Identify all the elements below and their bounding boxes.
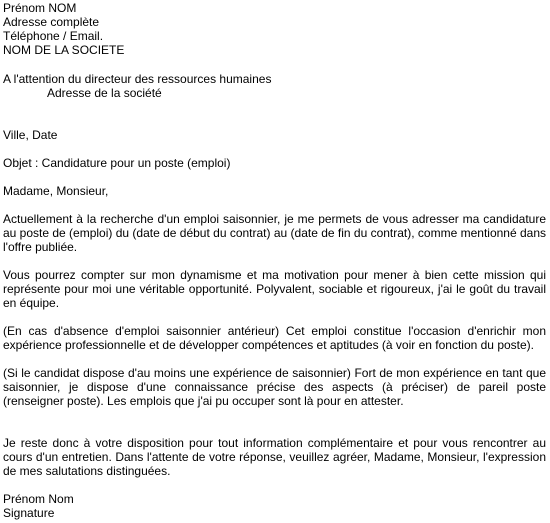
recipient-address: Adresse de la société [47, 86, 162, 100]
sender-contact: Téléphone / Email. [3, 29, 104, 43]
recipient-attention: A l'attention du directeur des ressources humaines [3, 72, 272, 86]
recipient-block [3, 72, 271, 100]
paragraph-3: (En cas d'absence d'emploi saisonnier antérieur) Cet emploi constitue l'occasion d'enrichir mon expérience professionnelle et de développer compétences et aptitudes (à voir en fonction du poste). [3, 324, 546, 352]
subject-line: Objet : Candidature pour un poste (emploi) [3, 156, 231, 170]
sender-address: Adresse complète [3, 15, 100, 29]
closing-block [3, 492, 74, 520]
closing-signature: Signature [3, 506, 55, 520]
paragraph-1: Actuellement à la recherche d'un emploi saisonnier, je me permets de vous adresser ma candidature au poste de (emploi) du (date de début du contrat) au (date de fin du contrat), comme mentionné dans l'offre publiée. [3, 212, 546, 254]
sender-company: NOM DE LA SOCIETE [3, 43, 125, 57]
salutation: Madame, Monsieur, [3, 184, 109, 198]
sender-name: Prénom NOM [3, 1, 77, 15]
paragraph-5: Je reste donc à votre disposition pour tout information complémentaire et pour vous rencontrer au cours d'un entretien. Dans l'attente de votre réponse, veuillez agréer, Madame, Monsieur, l'expression de mes salutations distinguées. [3, 436, 546, 478]
closing-name: Prénom Nom [3, 492, 74, 506]
sender-block [3, 1, 124, 57]
paragraph-2: Vous pourrez compter sur mon dynamisme et ma motivation pour mener à bien cette mission qui représente pour moi une véritable opportunité. Polyvalent, sociable et rigoureux, j'ai le goût du travail en équipe. [3, 268, 546, 310]
place-date: Ville, Date [3, 128, 58, 142]
paragraph-4: (Si le candidat dispose d'au moins une expérience de saisonnier) Fort de mon expérience en tant que saisonnier, je dispose d'une connaissance précise des aspects (à préciser) de pareil poste (renseigner poste). Les emplois que j'ai pu occuper sont là pour en attester. [3, 366, 546, 408]
